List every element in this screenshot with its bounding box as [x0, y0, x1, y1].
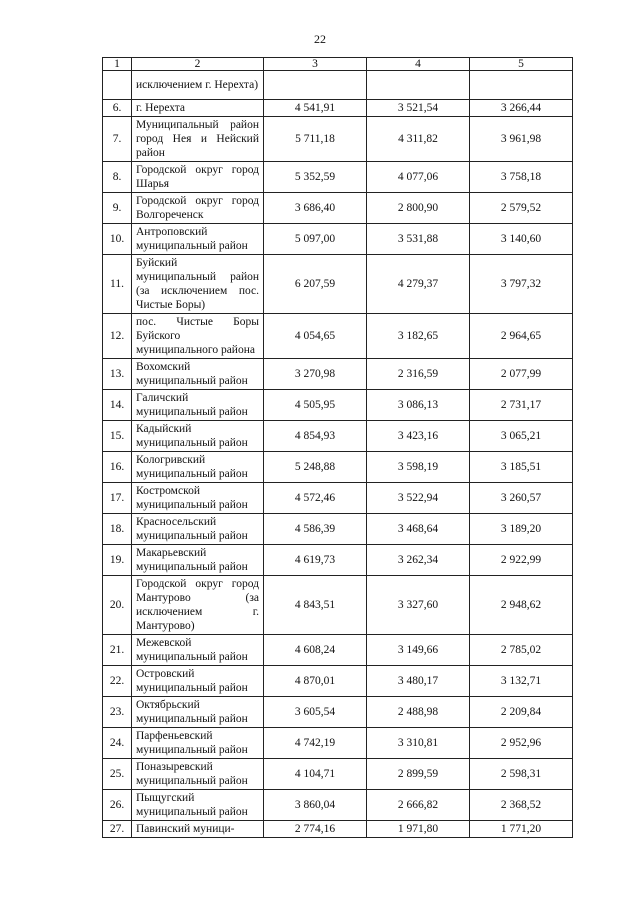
row-number: [103, 71, 132, 100]
value-col3: 4 843,51: [264, 576, 367, 635]
row-name: Павинский муници-: [132, 821, 264, 838]
row-name: Антроповский муниципальный район: [132, 224, 264, 255]
value-col4: 3 522,94: [367, 483, 470, 514]
value-col3: 4 854,93: [264, 421, 367, 452]
value-col3: 4 608,24: [264, 635, 367, 666]
value-col3: 3 860,04: [264, 790, 367, 821]
value-col5: 2 077,99: [470, 359, 573, 390]
table-row: [103, 162, 573, 193]
value-col4: 4 077,06: [367, 162, 470, 193]
row-name: Вохомский муниципальный район: [132, 359, 264, 390]
row-name: Галичский муниципальный район: [132, 390, 264, 421]
table-row: [103, 255, 573, 314]
value-col4: 1 971,80: [367, 821, 470, 838]
row-number: 7.: [103, 117, 132, 162]
row-name: Костромской муниципальный район: [132, 483, 264, 514]
value-col4: 3 086,13: [367, 390, 470, 421]
value-col5: 3 189,20: [470, 514, 573, 545]
value-col5: 3 758,18: [470, 162, 573, 193]
value-col5: 3 797,32: [470, 255, 573, 314]
value-col5: 3 260,57: [470, 483, 573, 514]
value-col5: 2 731,17: [470, 390, 573, 421]
table-row: [103, 666, 573, 697]
table-row: [103, 314, 573, 359]
value-col4: 3 149,66: [367, 635, 470, 666]
value-col4: 4 279,37: [367, 255, 470, 314]
value-col3: 4 104,71: [264, 759, 367, 790]
row-name: Поназыревский муниципальный район: [132, 759, 264, 790]
row-number: 13.: [103, 359, 132, 390]
row-name: Городской округ город Мантурово (за исключением г. Мантурово): [132, 576, 264, 635]
value-col4: 3 423,16: [367, 421, 470, 452]
value-col4: 3 182,65: [367, 314, 470, 359]
value-col4: 3 327,60: [367, 576, 470, 635]
row-number: 11.: [103, 255, 132, 314]
value-col5: 2 579,52: [470, 193, 573, 224]
column-header: 4: [367, 58, 470, 71]
column-header: 2: [132, 58, 264, 71]
row-name: Буйский муниципальный район (за исключением пос. Чистые Боры): [132, 255, 264, 314]
row-name: Октябрьский муниципальный район: [132, 697, 264, 728]
value-col3: 4 586,39: [264, 514, 367, 545]
value-col5: 2 948,62: [470, 576, 573, 635]
value-col3: 5 352,59: [264, 162, 367, 193]
value-col3: 4 541,91: [264, 100, 367, 117]
value-col4: 3 480,17: [367, 666, 470, 697]
table-row: [103, 635, 573, 666]
value-col4: 2 899,59: [367, 759, 470, 790]
value-col5: 2 368,52: [470, 790, 573, 821]
table-header-row: [103, 58, 573, 71]
row-name: Пыщугский муниципальный район: [132, 790, 264, 821]
table-row: [103, 728, 573, 759]
row-number: 15.: [103, 421, 132, 452]
column-header: 3: [264, 58, 367, 71]
data-table: [102, 57, 573, 838]
table-row: [103, 71, 573, 100]
value-col5: 1 771,20: [470, 821, 573, 838]
value-col3: 4 572,46: [264, 483, 367, 514]
row-number: 10.: [103, 224, 132, 255]
value-col5: 3 961,98: [470, 117, 573, 162]
row-name: Кологривский муниципальный район: [132, 452, 264, 483]
value-col3: 4 870,01: [264, 666, 367, 697]
row-number: 8.: [103, 162, 132, 193]
row-name: пос. Чистые Боры Буйского муниципального района: [132, 314, 264, 359]
row-number: 12.: [103, 314, 132, 359]
value-col4: 3 310,81: [367, 728, 470, 759]
value-col5: 2 209,84: [470, 697, 573, 728]
row-number: 19.: [103, 545, 132, 576]
value-col5: 3 132,71: [470, 666, 573, 697]
value-col4: 2 666,82: [367, 790, 470, 821]
table-row: [103, 545, 573, 576]
value-col3: 3 686,40: [264, 193, 367, 224]
value-col3: 4 505,95: [264, 390, 367, 421]
value-col5: 3 185,51: [470, 452, 573, 483]
row-name: г. Нерехта: [132, 100, 264, 117]
value-col3: 4 742,19: [264, 728, 367, 759]
row-name: Красносельский муниципальный район: [132, 514, 264, 545]
row-number: 14.: [103, 390, 132, 421]
value-col5: 2 922,99: [470, 545, 573, 576]
row-number: 25.: [103, 759, 132, 790]
value-col5: 3 266,44: [470, 100, 573, 117]
table-row: [103, 483, 573, 514]
row-number: 27.: [103, 821, 132, 838]
row-number: 6.: [103, 100, 132, 117]
row-name: Парфеньевский муниципальный район: [132, 728, 264, 759]
row-number: 24.: [103, 728, 132, 759]
row-name: Городской округ город Волгореченск: [132, 193, 264, 224]
value-col5: [470, 71, 573, 100]
value-col4: [367, 71, 470, 100]
table-row: [103, 390, 573, 421]
row-name: Островский муниципальный район: [132, 666, 264, 697]
value-col4: 3 531,88: [367, 224, 470, 255]
page-number: 22: [314, 32, 326, 46]
value-col5: 3 065,21: [470, 421, 573, 452]
value-col4: 2 800,90: [367, 193, 470, 224]
row-number: 21.: [103, 635, 132, 666]
column-header: 5: [470, 58, 573, 71]
value-col4: 2 316,59: [367, 359, 470, 390]
table-row: [103, 821, 573, 838]
row-name: Кадыйский муниципальный район: [132, 421, 264, 452]
table-row: [103, 224, 573, 255]
table-row: [103, 759, 573, 790]
table-row: [103, 117, 573, 162]
value-col3: 6 207,59: [264, 255, 367, 314]
value-col4: 3 598,19: [367, 452, 470, 483]
value-col4: 3 262,34: [367, 545, 470, 576]
value-col4: 3 521,54: [367, 100, 470, 117]
row-name: Муниципальный район город Нея и Нейский район: [132, 117, 264, 162]
table-row: [103, 421, 573, 452]
row-number: 22.: [103, 666, 132, 697]
row-name: Городской округ город Шарья: [132, 162, 264, 193]
value-col5: 3 140,60: [470, 224, 573, 255]
value-col3: 4 619,73: [264, 545, 367, 576]
value-col3: 5 248,88: [264, 452, 367, 483]
table-row: [103, 697, 573, 728]
value-col3: 5 711,18: [264, 117, 367, 162]
column-header: 1: [103, 58, 132, 71]
value-col3: 3 270,98: [264, 359, 367, 390]
value-col3: 2 774,16: [264, 821, 367, 838]
value-col5: 2 785,02: [470, 635, 573, 666]
row-number: 26.: [103, 790, 132, 821]
value-col3: 3 605,54: [264, 697, 367, 728]
value-col5: 2 964,65: [470, 314, 573, 359]
table-row: [103, 359, 573, 390]
row-number: 9.: [103, 193, 132, 224]
row-number: 16.: [103, 452, 132, 483]
value-col4: 2 488,98: [367, 697, 470, 728]
value-col3: 5 097,00: [264, 224, 367, 255]
row-number: 17.: [103, 483, 132, 514]
value-col4: 4 311,82: [367, 117, 470, 162]
value-col5: 2 598,31: [470, 759, 573, 790]
value-col5: 2 952,96: [470, 728, 573, 759]
value-col3: [264, 71, 367, 100]
row-number: 20.: [103, 576, 132, 635]
row-number: 18.: [103, 514, 132, 545]
table-row: [103, 193, 573, 224]
table-row: [103, 452, 573, 483]
value-col4: 3 468,64: [367, 514, 470, 545]
table-row: [103, 100, 573, 117]
table-row: [103, 576, 573, 635]
table-row: [103, 514, 573, 545]
table-row: [103, 790, 573, 821]
row-name: Макарьевский муниципальный район: [132, 545, 264, 576]
row-number: 23.: [103, 697, 132, 728]
row-name: исключением г. Нерехта): [132, 71, 264, 100]
row-name: Межевской муниципальный район: [132, 635, 264, 666]
value-col3: 4 054,65: [264, 314, 367, 359]
